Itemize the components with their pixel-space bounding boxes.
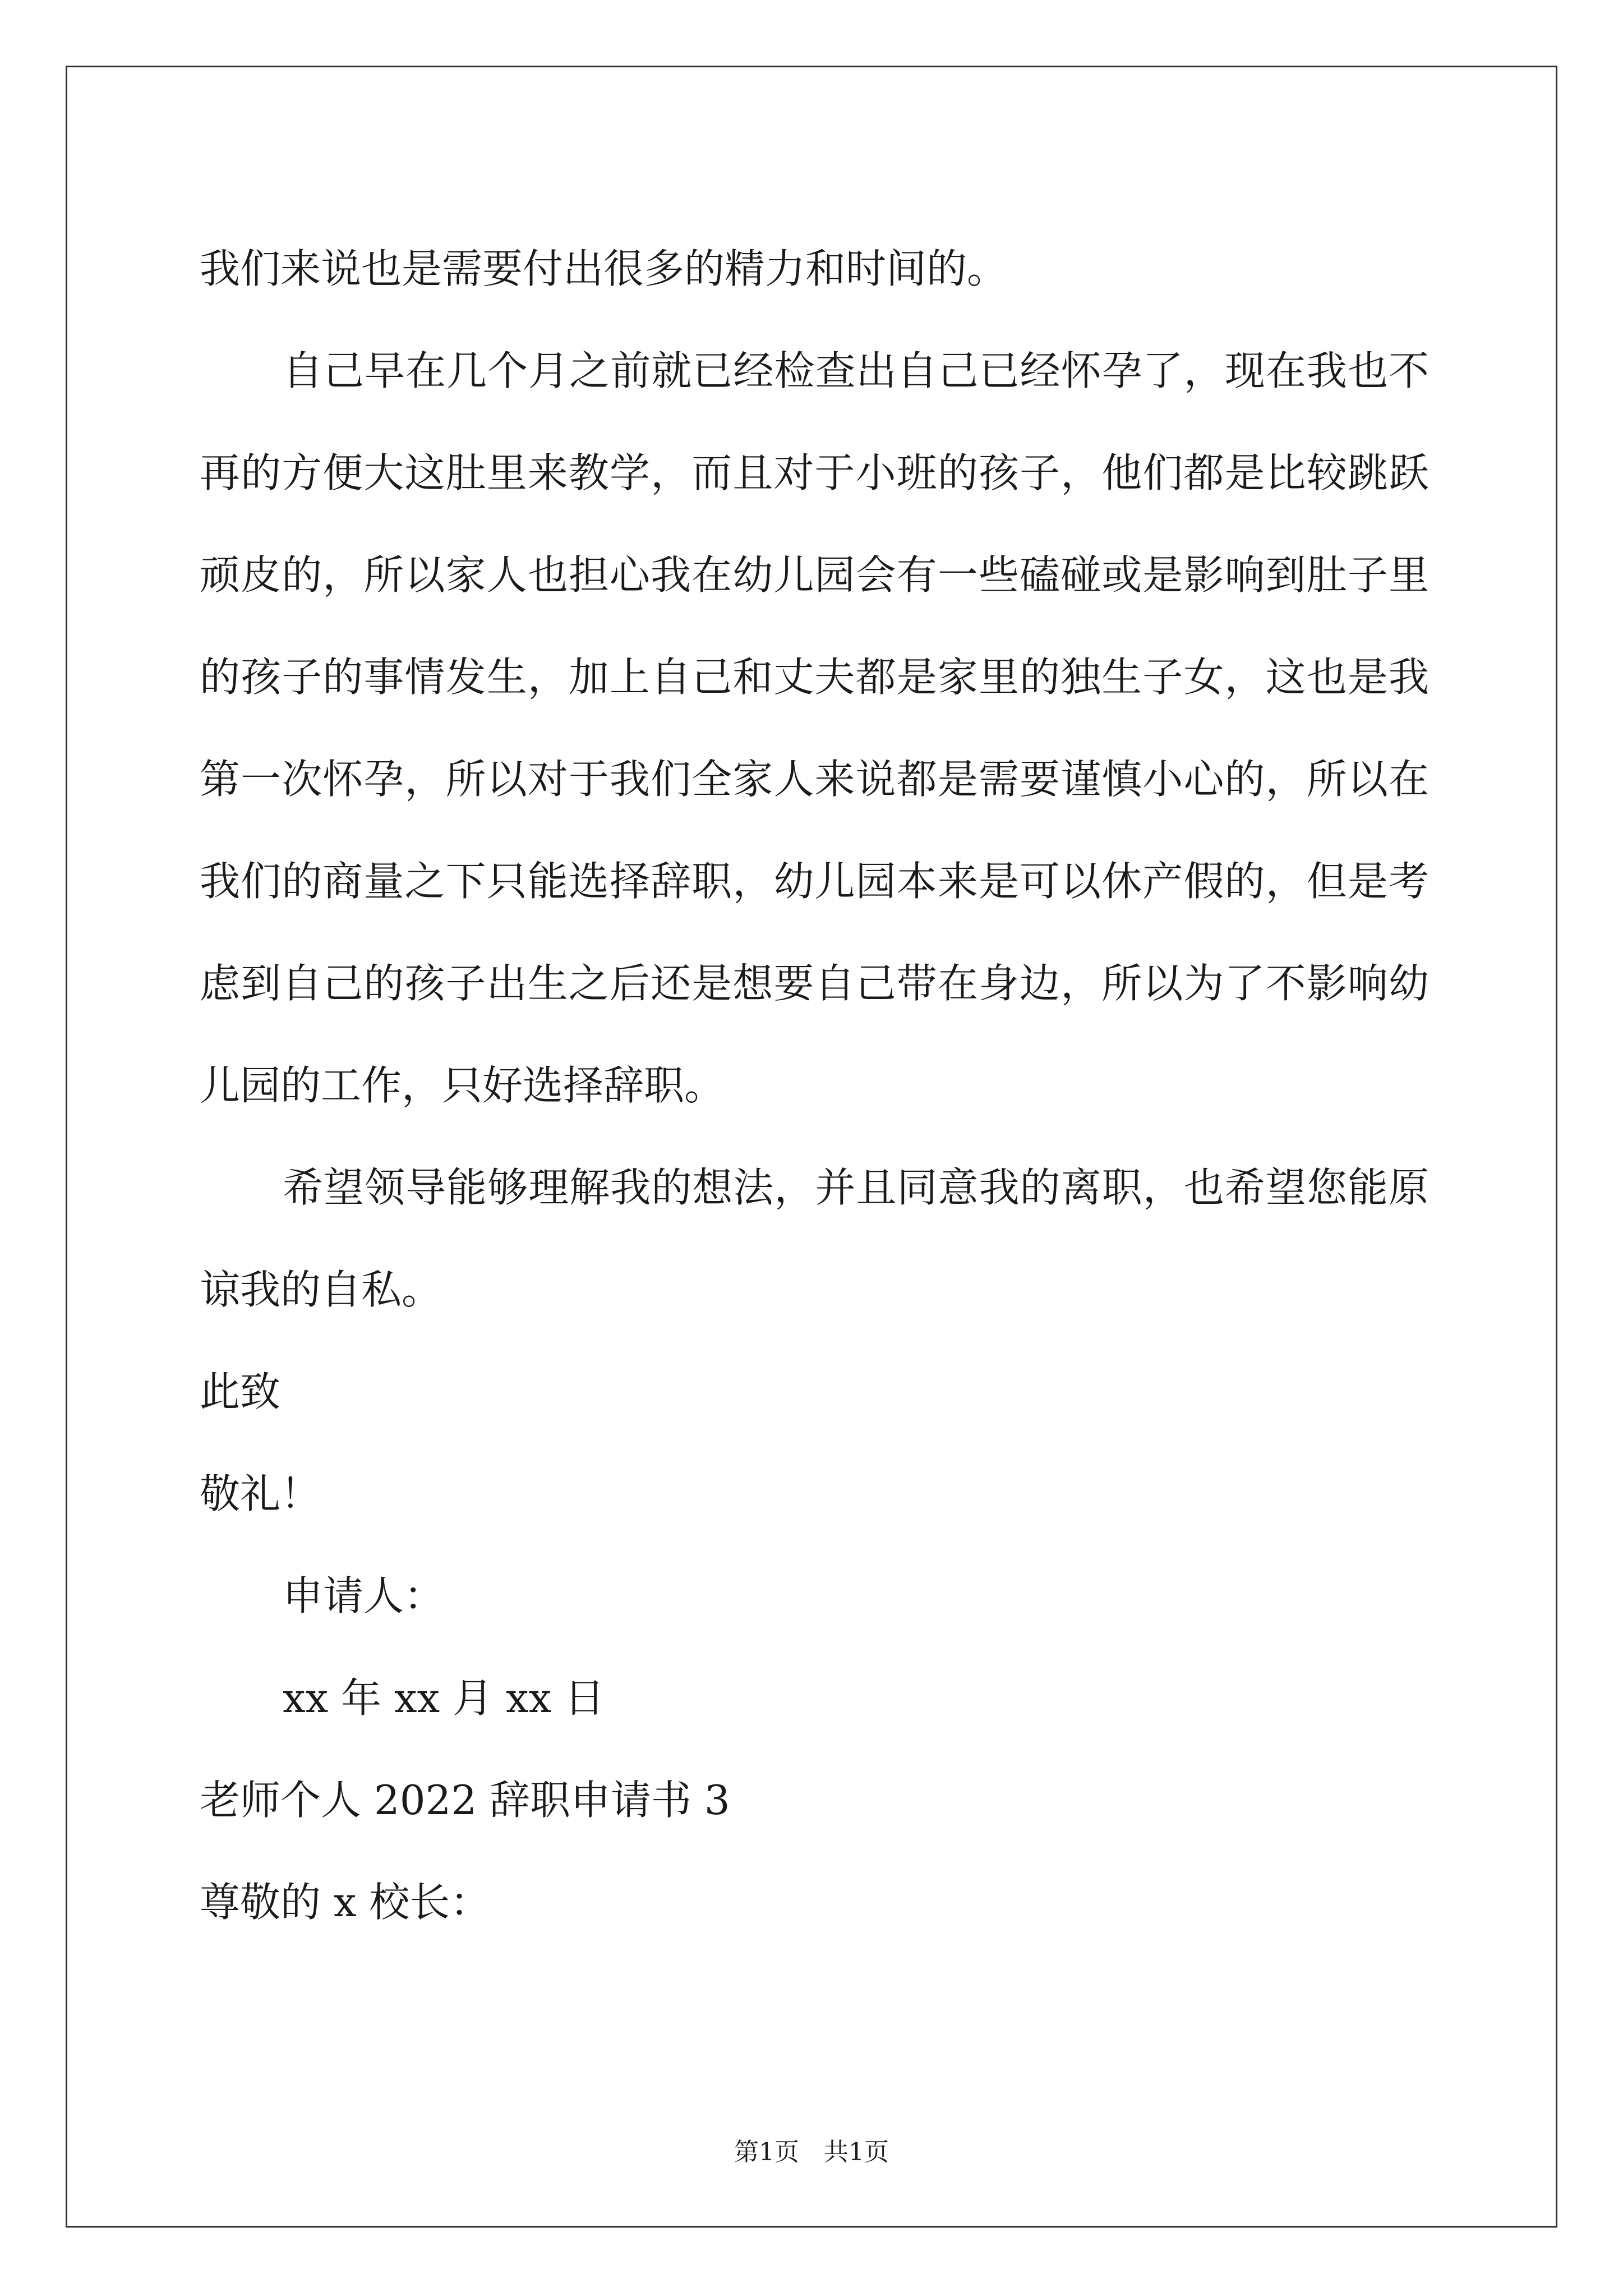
paragraph-continuation: 我们来说也是需要付出很多的精力和时间的。 [200, 245, 1008, 292]
applicant-line: 申请人： [283, 1572, 445, 1619]
page-footer: 第1页 共1页 [734, 2138, 889, 2166]
salutation-jingli: 敬礼！ [200, 1470, 321, 1517]
next-letter-greeting: 尊敬的 x 校长： [200, 1879, 491, 1926]
document-body [200, 218, 1429, 1953]
paragraph-reason: 自己早在几个月之前就已经检查出自己已经怀孕了，现在我也不再的方便大这肚里来教学，而且对于小班的孩子，他们都是比较跳跃顽皮的，所以家人也担心我在幼儿园会有一些磕碰或是影响到肚子里的孩子的事情发生，加上自己和丈夫都是家里的独生子女，这也是我第一次怀孕，所以对于我们全家人来说都是需要谨慎小心的，所以在我们的商量之下只能选择辞职，幼儿园本来是可以休产假的，但是考虑到自己的孩子出生之后还是想要自己带在身边，所以为了不影响幼儿园的工作，只好选择辞职。 [200, 347, 1429, 1109]
salutation-cizhi: 此致 [200, 1368, 281, 1415]
date-line: xx 年 xx 月 xx 日 [283, 1674, 605, 1722]
paragraph-request: 希望领导能够理解我的想法，并且同意我的离职，也希望您能原谅我的自私。 [200, 1164, 1429, 1313]
next-letter-title: 老师个人 2022 辞职申请书 3 [200, 1777, 730, 1824]
